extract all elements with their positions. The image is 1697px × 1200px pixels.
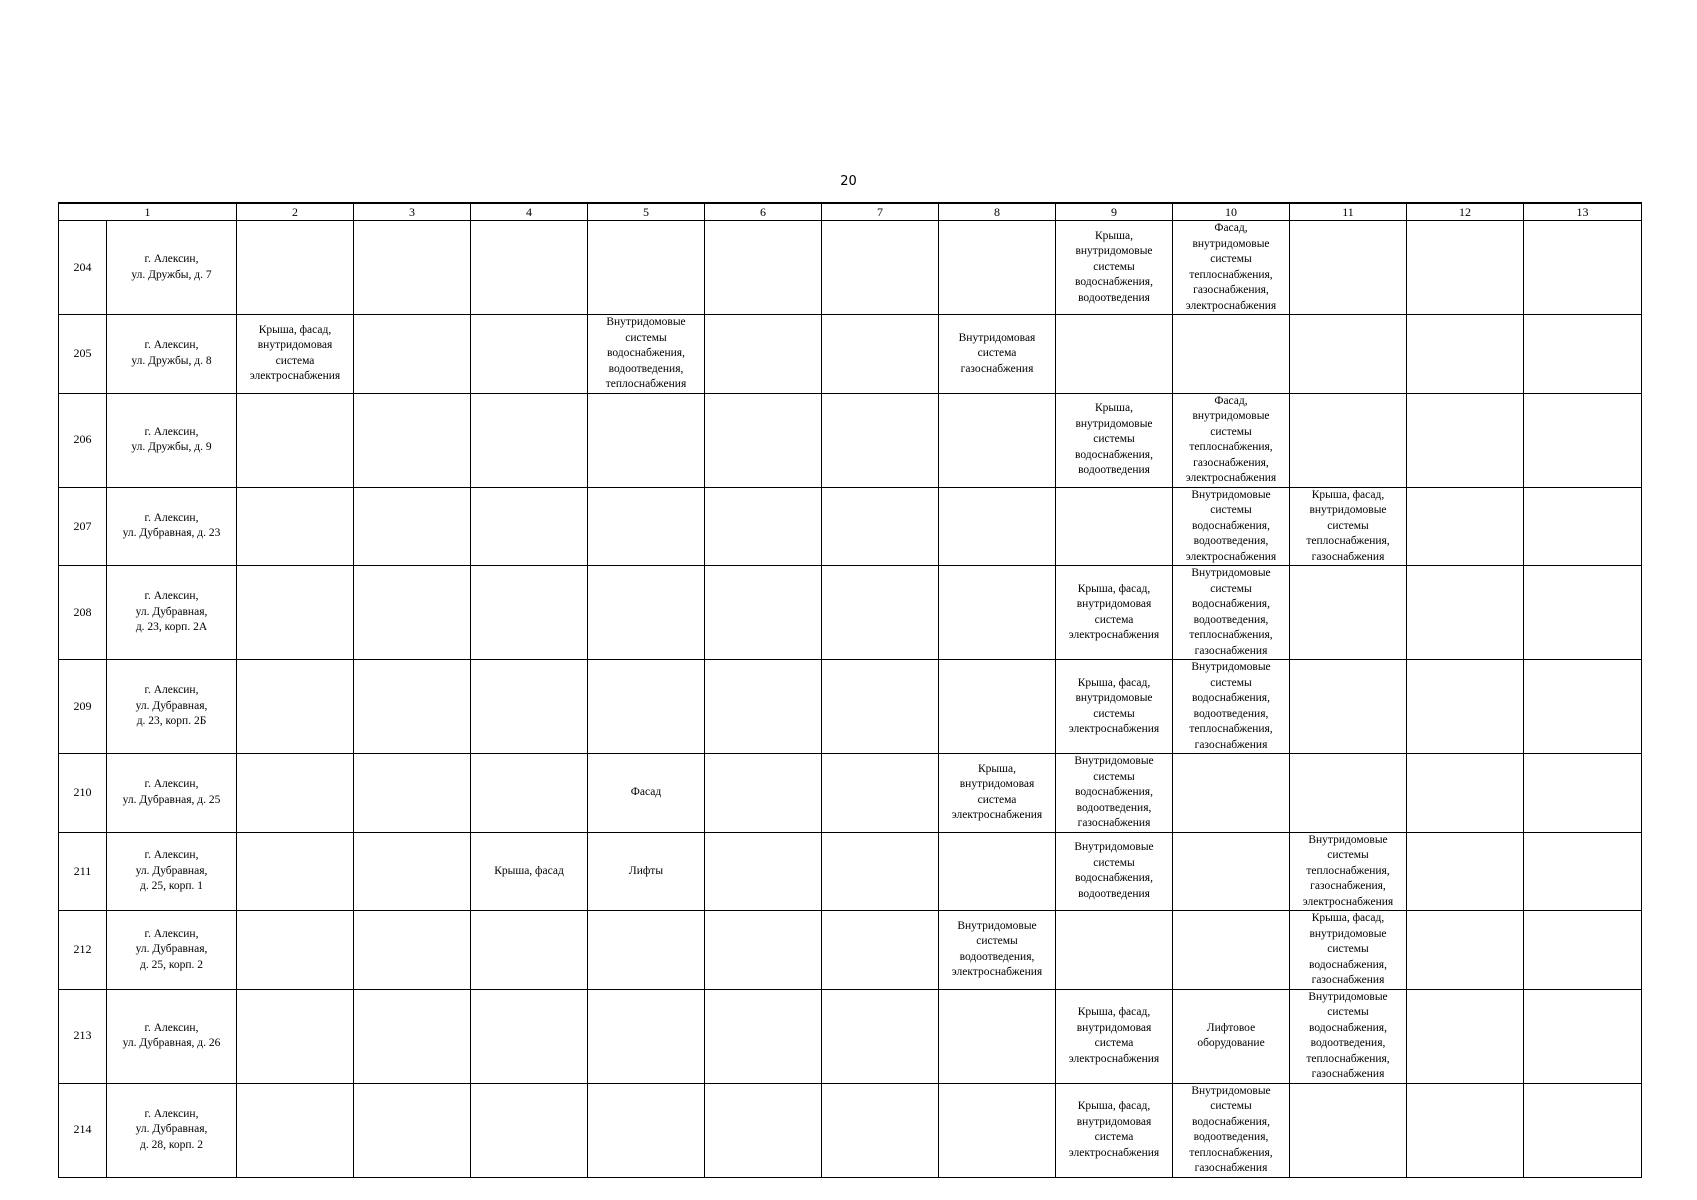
work-type-cell xyxy=(1524,989,1642,1083)
work-type-cell: Крыша, фасад, внутридомовые системы электроснабжения xyxy=(1056,660,1173,754)
work-type-cell xyxy=(1524,1083,1642,1177)
work-type-cell xyxy=(705,754,822,833)
address-cell: г. Алексин, ул. Дубравная, д. 25, корп. 2 xyxy=(107,911,237,990)
table-row xyxy=(59,911,1642,990)
work-type-cell xyxy=(1407,566,1524,660)
table-body xyxy=(59,221,1642,1178)
row-number-cell: 211 xyxy=(59,832,107,911)
address-cell: г. Алексин, ул. Дружбы, д. 7 xyxy=(107,221,237,315)
address-cell: г. Алексин, ул. Дубравная, д. 25, корп. 1 xyxy=(107,832,237,911)
work-type-cell xyxy=(588,1083,705,1177)
work-type-cell: Лифты xyxy=(588,832,705,911)
work-type-cell xyxy=(1407,1083,1524,1177)
work-type-cell xyxy=(705,989,822,1083)
work-type-cell xyxy=(1056,487,1173,566)
work-type-cell xyxy=(1407,660,1524,754)
row-number-cell: 214 xyxy=(59,1083,107,1177)
work-type-cell xyxy=(705,221,822,315)
work-type-cell xyxy=(1407,989,1524,1083)
work-type-cell xyxy=(588,393,705,487)
table-row xyxy=(59,1083,1642,1177)
work-type-cell xyxy=(1173,754,1290,833)
work-type-cell xyxy=(237,832,354,911)
work-type-cell: Крыша, фасад, внутридомовые системы теплоснабжения, газоснабжения xyxy=(1290,487,1407,566)
work-type-cell: Внутридомовые системы водоснабжения, водоотведения, теплоснабжения, газоснабжения xyxy=(1173,660,1290,754)
work-type-cell xyxy=(354,754,471,833)
work-type-cell xyxy=(237,989,354,1083)
work-type-cell xyxy=(1173,911,1290,990)
work-type-cell xyxy=(471,221,588,315)
row-number-cell: 204 xyxy=(59,221,107,315)
work-type-cell xyxy=(1290,566,1407,660)
work-type-cell xyxy=(1524,315,1642,394)
work-type-cell: Фасад, внутридомовые системы теплоснабжения, газоснабжения, электроснабжения xyxy=(1173,393,1290,487)
work-type-cell xyxy=(939,566,1056,660)
work-type-cell xyxy=(1524,832,1642,911)
work-type-cell xyxy=(1290,393,1407,487)
column-header: 12 xyxy=(1407,203,1524,221)
work-type-cell xyxy=(1173,832,1290,911)
row-number-cell: 212 xyxy=(59,911,107,990)
work-type-cell: Внутридомовые системы водоотведения, электроснабжения xyxy=(939,911,1056,990)
work-type-cell xyxy=(1056,911,1173,990)
work-type-cell xyxy=(705,315,822,394)
work-type-cell xyxy=(822,1083,939,1177)
address-cell: г. Алексин, ул. Дубравная, д. 23 xyxy=(107,487,237,566)
repair-schedule-table xyxy=(58,202,1642,1178)
work-type-cell xyxy=(1524,221,1642,315)
work-type-cell xyxy=(822,315,939,394)
work-type-cell xyxy=(1407,832,1524,911)
work-type-cell xyxy=(822,660,939,754)
work-type-cell xyxy=(237,221,354,315)
work-type-cell xyxy=(471,989,588,1083)
work-type-cell xyxy=(237,754,354,833)
address-cell: г. Алексин, ул. Дубравная, д. 23, корп. 2Б xyxy=(107,660,237,754)
address-cell: г. Алексин, ул. Дружбы, д. 9 xyxy=(107,393,237,487)
work-type-cell xyxy=(588,911,705,990)
work-type-cell: Внутридомовые системы водоснабжения, водоотведения, теплоснабжения, газоснабжения xyxy=(1290,989,1407,1083)
work-type-cell xyxy=(588,989,705,1083)
work-type-cell xyxy=(354,221,471,315)
work-type-cell xyxy=(237,487,354,566)
page-number: 20 xyxy=(840,174,857,189)
column-header: 9 xyxy=(1056,203,1173,221)
work-type-cell xyxy=(1407,487,1524,566)
row-number-cell: 209 xyxy=(59,660,107,754)
table-row xyxy=(59,566,1642,660)
column-header: 2 xyxy=(237,203,354,221)
header-row xyxy=(59,203,1642,221)
work-type-cell xyxy=(588,660,705,754)
work-type-cell xyxy=(354,911,471,990)
address-cell: г. Алексин, ул. Дубравная, д. 25 xyxy=(107,754,237,833)
work-type-cell: Внутридомовые системы водоснабжения, водоотведения, теплоснабжения xyxy=(588,315,705,394)
work-type-cell xyxy=(354,315,471,394)
work-type-cell: Внутридомовые системы водоснабжения, водоотведения, теплоснабжения, газоснабжения xyxy=(1173,1083,1290,1177)
work-type-cell xyxy=(705,832,822,911)
work-type-cell: Крыша, фасад, внутридомовая система электроснабжения xyxy=(1056,1083,1173,1177)
column-header: 1 xyxy=(59,203,237,221)
work-type-cell xyxy=(705,393,822,487)
work-type-cell xyxy=(939,221,1056,315)
work-type-cell xyxy=(705,566,822,660)
address-cell: г. Алексин, ул. Дубравная, д. 26 xyxy=(107,989,237,1083)
column-header: 8 xyxy=(939,203,1056,221)
work-type-cell xyxy=(705,911,822,990)
work-type-cell xyxy=(1173,315,1290,394)
work-type-cell xyxy=(822,393,939,487)
work-type-cell xyxy=(705,1083,822,1177)
work-type-cell xyxy=(939,660,1056,754)
work-type-cell xyxy=(471,660,588,754)
row-number-cell: 210 xyxy=(59,754,107,833)
work-type-cell xyxy=(822,911,939,990)
work-type-cell: Крыша, внутридомовая система электроснабжения xyxy=(939,754,1056,833)
work-type-cell xyxy=(1056,315,1173,394)
work-type-cell: Крыша, фасад, внутридомовая система электроснабжения xyxy=(1056,989,1173,1083)
work-type-cell xyxy=(939,989,1056,1083)
work-type-cell xyxy=(1407,315,1524,394)
work-type-cell xyxy=(705,660,822,754)
work-type-cell: Крыша, фасад xyxy=(471,832,588,911)
work-type-cell: Внутридомовые системы водоснабжения, водоотведения xyxy=(1056,832,1173,911)
work-type-cell: Фасад xyxy=(588,754,705,833)
table-row xyxy=(59,754,1642,833)
row-number-cell: 213 xyxy=(59,989,107,1083)
work-type-cell xyxy=(1290,221,1407,315)
work-type-cell xyxy=(1524,487,1642,566)
work-type-cell xyxy=(822,832,939,911)
work-type-cell xyxy=(354,832,471,911)
column-header: 13 xyxy=(1524,203,1642,221)
work-type-cell xyxy=(1290,754,1407,833)
work-type-cell xyxy=(939,1083,1056,1177)
work-type-cell xyxy=(939,393,1056,487)
address-cell: г. Алексин, ул. Дружбы, д. 8 xyxy=(107,315,237,394)
work-type-cell: Внутридомовая система газоснабжения xyxy=(939,315,1056,394)
row-number-cell: 205 xyxy=(59,315,107,394)
work-type-cell: Внутридомовые системы водоснабжения, водоотведения, теплоснабжения, газоснабжения xyxy=(1173,566,1290,660)
table-row xyxy=(59,989,1642,1083)
work-type-cell xyxy=(1524,754,1642,833)
column-header: 4 xyxy=(471,203,588,221)
work-type-cell xyxy=(822,566,939,660)
work-type-cell xyxy=(588,566,705,660)
work-type-cell xyxy=(471,754,588,833)
work-type-cell xyxy=(237,393,354,487)
work-type-cell xyxy=(1407,393,1524,487)
row-number-cell: 207 xyxy=(59,487,107,566)
table-row xyxy=(59,832,1642,911)
work-type-cell: Внутридомовые системы водоснабжения, водоотведения, электроснабжения xyxy=(1173,487,1290,566)
work-type-cell xyxy=(471,1083,588,1177)
work-type-cell xyxy=(1407,911,1524,990)
work-type-cell xyxy=(1524,911,1642,990)
work-type-cell xyxy=(822,754,939,833)
work-type-cell: Внутридомовые системы водоснабжения, водоотведения, газоснабжения xyxy=(1056,754,1173,833)
address-cell: г. Алексин, ул. Дубравная, д. 23, корп. 2А xyxy=(107,566,237,660)
work-type-cell xyxy=(471,566,588,660)
work-type-cell xyxy=(471,315,588,394)
table-row xyxy=(59,221,1642,315)
work-type-cell xyxy=(1407,221,1524,315)
work-type-cell xyxy=(354,989,471,1083)
row-number-cell: 206 xyxy=(59,393,107,487)
table-row xyxy=(59,315,1642,394)
column-header: 3 xyxy=(354,203,471,221)
work-type-cell xyxy=(1407,754,1524,833)
work-type-cell xyxy=(237,566,354,660)
column-header: 6 xyxy=(705,203,822,221)
work-type-cell xyxy=(354,566,471,660)
work-type-cell xyxy=(588,221,705,315)
work-type-cell: Крыша, внутридомовые системы водоснабжения, водоотведения xyxy=(1056,393,1173,487)
work-type-cell xyxy=(237,911,354,990)
work-type-cell xyxy=(1290,315,1407,394)
work-type-cell: Крыша, внутридомовые системы водоснабжения, водоотведения xyxy=(1056,221,1173,315)
work-type-cell xyxy=(1524,566,1642,660)
work-type-cell: Крыша, фасад, внутридомовая система электроснабжения xyxy=(1056,566,1173,660)
work-type-cell xyxy=(471,487,588,566)
column-header: 10 xyxy=(1173,203,1290,221)
work-type-cell xyxy=(939,487,1056,566)
work-type-cell xyxy=(471,393,588,487)
column-header: 7 xyxy=(822,203,939,221)
address-cell: г. Алексин, ул. Дубравная, д. 28, корп. 2 xyxy=(107,1083,237,1177)
column-header: 5 xyxy=(588,203,705,221)
work-type-cell: Крыша, фасад, внутридомовые системы водоснабжения, газоснабжения xyxy=(1290,911,1407,990)
work-type-cell xyxy=(354,660,471,754)
work-type-cell xyxy=(822,221,939,315)
work-type-cell: Лифтовое оборудование xyxy=(1173,989,1290,1083)
work-type-cell xyxy=(1290,1083,1407,1177)
work-type-cell xyxy=(939,832,1056,911)
work-type-cell xyxy=(1524,660,1642,754)
work-type-cell xyxy=(237,660,354,754)
table-row xyxy=(59,393,1642,487)
row-number-cell: 208 xyxy=(59,566,107,660)
work-type-cell xyxy=(705,487,822,566)
table-row xyxy=(59,660,1642,754)
work-type-cell xyxy=(354,393,471,487)
column-header: 11 xyxy=(1290,203,1407,221)
work-type-cell xyxy=(354,487,471,566)
table-row xyxy=(59,487,1642,566)
work-type-cell xyxy=(588,487,705,566)
work-type-cell: Внутридомовые системы теплоснабжения, газоснабжения, электроснабжения xyxy=(1290,832,1407,911)
work-type-cell xyxy=(237,1083,354,1177)
work-type-cell xyxy=(1290,660,1407,754)
work-type-cell: Фасад, внутридомовые системы теплоснабжения, газоснабжения, электроснабжения xyxy=(1173,221,1290,315)
work-type-cell xyxy=(354,1083,471,1177)
work-type-cell xyxy=(822,487,939,566)
work-type-cell: Крыша, фасад, внутридомовая система электроснабжения xyxy=(237,315,354,394)
work-type-cell xyxy=(1524,393,1642,487)
work-type-cell xyxy=(822,989,939,1083)
work-type-cell xyxy=(471,911,588,990)
